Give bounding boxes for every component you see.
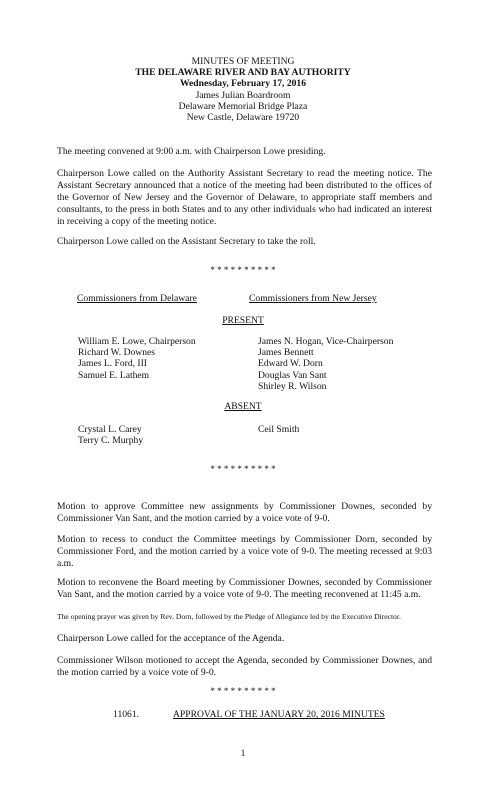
commissioner-name: Douglas Van Sant bbox=[258, 369, 327, 381]
commissioner-name: Shirley R. Wilson bbox=[258, 380, 327, 392]
paragraph-prayer: The opening prayer was given by Rev. Dorn, followed by the Pledge of Allegiance led by the Executive Director. bbox=[57, 612, 401, 621]
header-city: New Castle, Delaware 19720 bbox=[186, 112, 300, 124]
present-nj-list bbox=[258, 336, 393, 392]
paragraph-agenda-motion: Commissioner Wilson motioned to accept the Agenda, seconded by Commissioner Downes, and the motion carried by a voice vote of 9-0. bbox=[57, 655, 432, 678]
commissioner-name: Samuel E. Lathem bbox=[78, 369, 150, 381]
commissioner-name: James N. Hogan, Vice-Chairperson bbox=[258, 336, 394, 347]
paragraph-motion-reconvene: Motion to reconvene the Board meeting by Commissioner Downes, seconded by Commissioner Van Sant, and the motion carried by a voice vote of 9-0. The meeting reconvened at 11:45 a.m. bbox=[57, 577, 432, 600]
present-label: PRESENT bbox=[222, 315, 264, 326]
nj-heading: Commissioners from New Jersey bbox=[249, 293, 377, 304]
item-number: 11061. bbox=[113, 709, 140, 720]
commissioner-name: Edward W. Dorn bbox=[258, 358, 323, 370]
item-title: APPROVAL OF THE JANUARY 20, 2016 MINUTES bbox=[173, 709, 385, 720]
paragraph-motion-assignments: Motion to approve Committee new assignments by Commissioner Downes, seconded by Commissioner Van Sant, and the motion carried by a voice vote of 9-0. bbox=[57, 501, 432, 524]
delaware-heading: Commissioners from Delaware bbox=[77, 293, 197, 304]
absent-nj-list bbox=[258, 424, 299, 435]
commissioner-name: Ceil Smith bbox=[258, 424, 300, 435]
commissioner-name: Terry C. Murphy bbox=[78, 435, 144, 447]
commissioner-name: Richard W. Downes bbox=[78, 347, 156, 359]
header-location: Delaware Memorial Bridge Plaza bbox=[178, 100, 308, 112]
absent-delaware-list bbox=[78, 424, 143, 446]
header-title: MINUTES OF MEETING bbox=[191, 56, 295, 67]
separator-1: * * * * * * * * * * bbox=[210, 265, 276, 275]
header-room: James Julian Boardroom bbox=[195, 89, 291, 101]
minutes-header bbox=[0, 56, 486, 123]
commissioner-name: Crystal L. Carey bbox=[78, 424, 142, 435]
separator-3: * * * * * * * * * * bbox=[210, 686, 276, 696]
separator-2: * * * * * * * * * * bbox=[210, 464, 276, 474]
paragraph-motion-recess: Motion to recess to conduct the Committee meetings by Commissioner Dorn, seconded by Commissioner Ford, and the motion carried by a voice vote of 9-0. The meeting recessed at 9:03 a.m. bbox=[57, 534, 432, 569]
header-authority: THE DELAWARE RIVER AND BAY AUTHORITY bbox=[135, 67, 351, 79]
paragraph-notice: Chairperson Lowe called on the Authority Assistant Secretary to read the meeting notice. The Assistant Secretary announced that a notice of the meeting had been distributed to the offices of the Governor of New Jersey and the Governor of Delaware, to appropriate staff members and consultants, to the press in both States and to any other individuals who had indicated an interest in receiving a copy of the meeting notice. bbox=[57, 168, 432, 227]
present-delaware-list bbox=[78, 336, 196, 381]
paragraph-convened: The meeting convened at 9:00 a.m. with Chairperson Lowe presiding. bbox=[57, 146, 326, 157]
paragraph-agenda-call: Chairperson Lowe called for the acceptance of the Agenda. bbox=[57, 633, 285, 644]
commissioner-name: James Bennett bbox=[258, 347, 314, 359]
paragraph-roll: Chairperson Lowe called on the Assistant Secretary to take the roll. bbox=[57, 236, 316, 247]
page-number: 1 bbox=[240, 748, 246, 759]
commissioner-name: James L. Ford, III bbox=[78, 358, 148, 370]
header-date: Wednesday, February 17, 2016 bbox=[179, 78, 307, 90]
commissioner-name: William E. Lowe, Chairperson bbox=[78, 336, 196, 347]
absent-label: ABSENT bbox=[224, 401, 262, 412]
